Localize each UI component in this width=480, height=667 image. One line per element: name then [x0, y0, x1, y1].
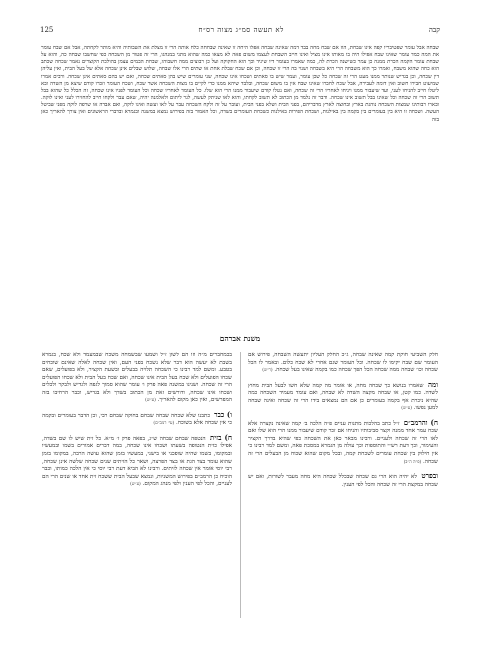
commentary-paragraph: [248, 381, 438, 413]
page-number: 125: [40, 26, 54, 34]
main-text-block: שבחה אבל עומר שפטיבריו קפה איגו שבחת, הוז אם שבח מחה בבד דמה שאינה שבחה אפלו היחה זו שאינה שבחחה כלח אותה הרי זו מצלת את השבותיה והיא מותר לקחתה, אבל אם שבח עומר את המה כמד עומר שאינו שבח אפילו היה בו מאותו אינו מציל ואינו חייב השבחת לעצמו משום פאה לא מצאו כמה שהוא מתני במנהגו, הרי זה פטור מן השכחה כפי שחשבו שבחה כה, והוא על שבחת עומר הקמה הכרת ממנה כן עמר כשישנה הכרת לה, כמה שאמרו בעומר דיו שיגיד וכך הוא החקוקה ועל כן רבוצים ממה חשבוהו, שבחת הבמים עצמן בהולכת הקוצרים נאמר שכחה שכתב הוא כחה שהוא משבח, ואמרו כך הוא משבחה הרי היא בשבחה ושנוי בה הרי זו שכחה, וכן אם שכח שבלת אחת או שתים הרי אלו שבחה, שלוש שבלים אינן שכחה אלא של בעל הבית, ואין עליהן דין שכחה, וכן בגדיש שנותר ממנו מעט הרי זה שכחה כל שכן עומר, ועמר שיש בו סאתים ושכחו אינו שכחה, שני עומרים שיש בהן סאתים שכחה, ואם יש בהם סאתים אינן שכחה. ורבים אמרו שמיעוט חבירו חשוב ואין דומה לעבירה, אבל שכח לחברו שאינו שבח אין בו משום שכחה, ובלבד שיהא ממנו כדי לקיים בו מצות השכחה אשר שכח, ושכח העומר וזכרו קודם שיצא מן השדה ובא ליטלו חייב להניחו לעני, ועד שיעבור ממנו ויניחו לאחריו הרי זה שכחה, ואם נטלו קודם שיעבור ממנו הרי הוא שלו. כל העומד לאחריו שכחה וכל העומד לפניו אינו שכחה, זה הכלל כל שהוא בבל תשוב הרי זה שכחה וכל שאינו בבל תשוב אינו שכחה. ודבר זה נלמד מן הכתוב לא תשוב לקחתו, והוא לאו שניתק לעשה, לגר ליתום ולאלמנה יהיה, שאם עבר ולקחו חייב להחזירו לעני ואינו לוקה. ובארו רבותינו שמצות השכחה נוהגת בארץ ובחוצה לארץ מדבריהם, בפני הבית ושלא בפני הבית, ועובר על זה ולקח השכחה עבר על לאו ועשה ואינו לוקה, ואם אבדה או שרפה לוקה מפני שביטל העשה. ושכחה זו היא בין בעומרים בין בקמה בין באילנות, ושכחת הפירות באילנות כשכחת העומרים בשדה, וכל האמור בזה בפירוש נמצא במשנה ובגמרא ובדברי הראשונים ואין צורך להאריך כאן בזה: [41, 45, 439, 123]
commentary-paragraph: [42, 352, 232, 405]
section-title: משנת אברהם: [219, 334, 261, 343]
source-citation: (עי׳ רמב״ם): [153, 421, 175, 427]
right-column: [248, 352, 438, 622]
running-title: לא תעשה סמ״ג מצוה רס״ח: [198, 26, 284, 34]
paragraph-lead-word: ו) כבר: [214, 409, 232, 419]
source-citation: (ע״ש): [401, 406, 412, 412]
paragraph-text: בכמחברים מ״ה וזו הם לשון ז״ל ושמעו שבשמחה משכח שבמעמד ולא שכח, בגמרא בשבת לא יעשה הוא דבר שלא נשכח בפני העם, ואין שכחה לאלה שאינם שוכחים בטבע. ומשם למד רבינו כי השכחה תלויה בבעלים ובשעת הקציר, ולא בפועלים, שאם שכחו הפועלים ולא שכח בעל הבית אינו שכחה, ואם שכח בעל הבית ולא שכחו הפועלים הרי זה שכחה. ושנינו במשנה פאה פרק ו׳ עומר שהוא סמוך לגפה ולגדיש ולבקר ולכלים ושכחו אינו שכחה, ודורשים זאת מן הכתוב בשדך ולא בגדיש, וכבר הרחיבו בזה המפרשים, ואין כאן מקום להאריך.: [42, 352, 232, 404]
paragraph-lead-word: ובפרט: [421, 471, 438, 481]
commentary-paragraph: [248, 352, 438, 375]
column-divider: [240, 352, 241, 618]
commentary-paragraph: [248, 419, 438, 466]
source-citation: (ר״ש): [262, 368, 273, 374]
paragraph-text: שאמרו בנושא כך שכחה מחה, או אומר מה קמה שלא חשו לבעל הבית מחוץ לשדה. כמו קטן, או שבחה מקצה השדה לא שבחה, ואם עומד מעמיד השכחה כמה שהיא ניכרת אף בקמה בעומרים כן אם הם נמצאים בידו הרי זה שכחה ואינה שבחה למען נפשו.: [248, 382, 438, 412]
commentary-paragraph: [248, 472, 438, 489]
source-citation: (פ״ה ה״ב): [403, 459, 422, 465]
paragraph-lead-word: ומה: [428, 379, 438, 389]
running-header: [40, 24, 440, 36]
paragraph-text: הנטפה שבחם שבחה ש״ג, בפאה פרק ז׳ מ״א. כל זית שיש לו שם בשדה, אפילו כזית הנטופה בשעתו ושכחו אינו שכחה, במה דברים אמורים בשמו ובמעשיו ובמקומו, בשמו שהיה שופכני או בישני, במעשיו בזמן שהוא עושה הרבה, במקומו בזמן שהוא עומד בצד הגת או בצד הפרצה, ושאר כל הזיתים שנים שכחה שלשה אינן שכחה, רבי יוסי אומר אין שכחה לזיתים. ורבינו לא הביא דעת רבי יוסי כי אין הלכה כמותו, וכבר הוכיח כן הרמב״ם בפירוש המשניות, ונמצא שבעל הבית ששכח זית אחד או שנים הרי הם לעניים, והכל לפי הענין ולפי מנהג המקום.: [42, 435, 232, 488]
left-column: [42, 352, 232, 622]
paragraph-text: חלק השביעי חוקת קמה שאינה שבחה, ג״כ החלק העליון יתעשה השבחה, פירוש אם העומר שם שבח יקימו לו שכחה. וכל העומר שגם אחרי לא שכח כלום. ובאמר לו הכל שכחה וכו׳ שבחה ממה שכחה הכל הפך שכחה כמו בקמה שאינו בעל שכחה.: [248, 352, 438, 374]
paragraph-lead-word: ח) בזית: [210, 432, 232, 442]
source-citation: (ע״ש): [145, 398, 156, 404]
paragraph-text: כתבנו שלא שכחה שבחה שבחם בחוקה שבחם רבי, וכן הדבר בעומרים ובקמה כי אין שכחה אלא בשוכח.: [42, 412, 232, 427]
hebrew-page-number: קבה: [428, 26, 440, 34]
source-citation: (ע״ש): [130, 482, 141, 488]
commentary-paragraph: [42, 434, 232, 489]
paragraph-text: לא יהיה הוא הרי גם שכחה שבכלל שכחה היא מחה מעבר לשורות, ואם יש שכחה במקצת הרי זה שכחה והכל לפי הענין.: [248, 474, 438, 488]
paragraph-text: ז״ל כתב בהלכות מתנות עניים פ״ה הלכה ב׳ קמה שאינה נקצרה אלא שכח עמר אחד ממנה וקצר סביבותיו והניחו אם זכר קודם שיעבור ממנו הרי הוא שלו ואם לאו הרי זה שכחה ולעניים. ורבינו מבאר כאן את השכחה כפי שהיא בדרך הקציר והעימור, וכך דעת רש״י והתוספות וכך עולה מן הגמרא במסכת פאה, ומשם למד רבינו כי אין חילוק בין שכחת עומרים לשכחת קמה, ובכל מקום שהוא שכוח מן הבעלים הרי זה שכחה.: [248, 420, 438, 465]
paragraph-lead-word: ח) והרמב״ם: [403, 417, 438, 427]
commentary-paragraph: [42, 411, 232, 428]
